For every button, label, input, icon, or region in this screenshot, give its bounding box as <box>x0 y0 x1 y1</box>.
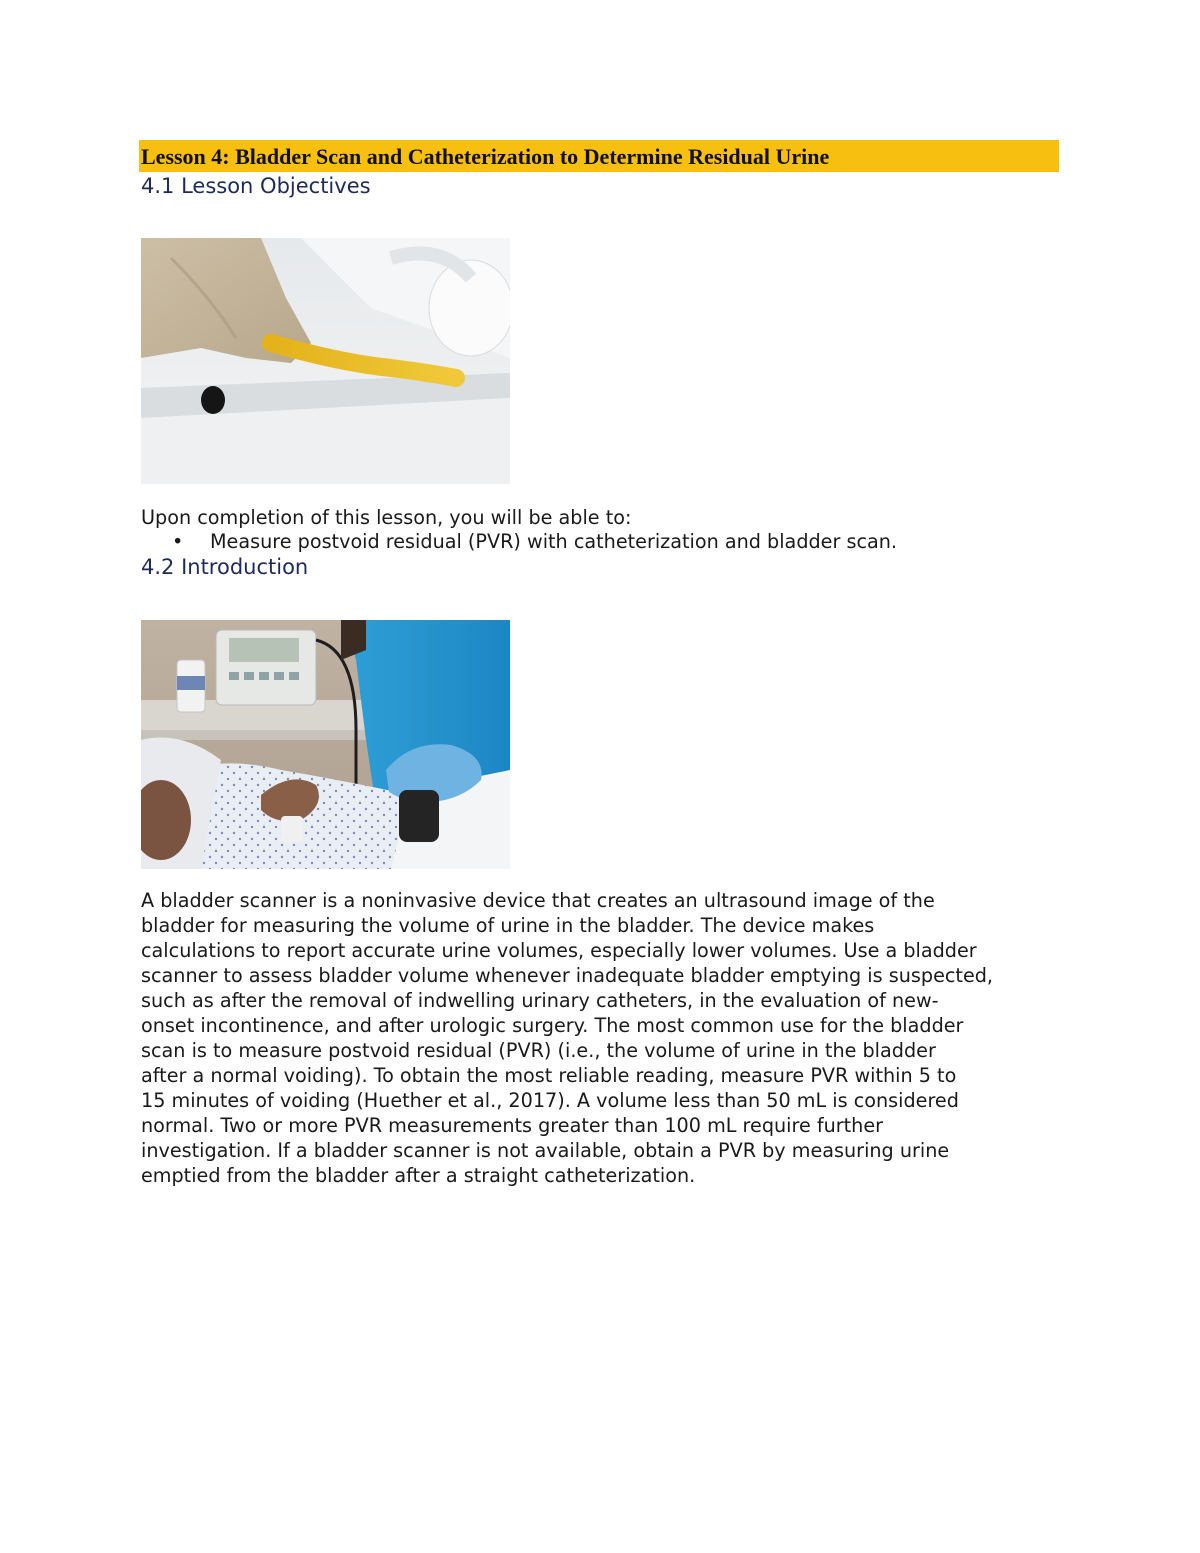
introduction-paragraph <box>141 888 1061 1188</box>
catheter-photo <box>141 238 510 484</box>
section-heading-introduction: 4.2 Introduction <box>141 555 309 579</box>
paragraph-line: bladder for measuring the volume of urine in the bladder. The device makes <box>141 914 875 937</box>
paragraph-line: scan is to measure postvoid residual (PVR) (i.e., the volume of urine in the bladder <box>141 1039 936 1062</box>
paragraph-line: 15 minutes of voiding (Huether et al., 2017). A volume less than 50 mL is considered <box>141 1089 959 1112</box>
paragraph-line: calculations to report accurate urine volumes, especially lower volumes. Use a bladder <box>141 939 977 962</box>
lesson-title: Lesson 4: Bladder Scan and Catheterization to Determine Residual Urine <box>139 140 1059 172</box>
bladder-scan-photo <box>141 620 510 869</box>
objective-list-item <box>172 529 897 554</box>
section-heading-objectives: 4.1 Lesson Objectives <box>141 174 371 198</box>
paragraph-line: scanner to assess bladder volume whenever inadequate bladder emptying is suspected, <box>141 964 994 987</box>
bullet-icon: • <box>172 530 184 553</box>
paragraph-line: such as after the removal of indwelling urinary catheters, in the evaluation of new- <box>141 989 939 1012</box>
paragraph-line: A bladder scanner is a noninvasive device that creates an ultrasound image of the <box>141 889 935 912</box>
objectives-intro: Upon completion of this lesson, you will be able to: <box>141 506 632 529</box>
paragraph-line: investigation. If a bladder scanner is not available, obtain a PVR by measuring urine <box>141 1139 950 1162</box>
paragraph-line: normal. Two or more PVR measurements greater than 100 mL require further <box>141 1114 884 1137</box>
paragraph-line: after a normal voiding). To obtain the most reliable reading, measure PVR within 5 to <box>141 1064 957 1087</box>
objective-text: Measure postvoid residual (PVR) with catheterization and bladder scan. <box>210 530 898 553</box>
paragraph-line: emptied from the bladder after a straight catheterization. <box>141 1164 696 1187</box>
paragraph-line: onset incontinence, and after urologic surgery. The most common use for the bladder <box>141 1014 964 1037</box>
